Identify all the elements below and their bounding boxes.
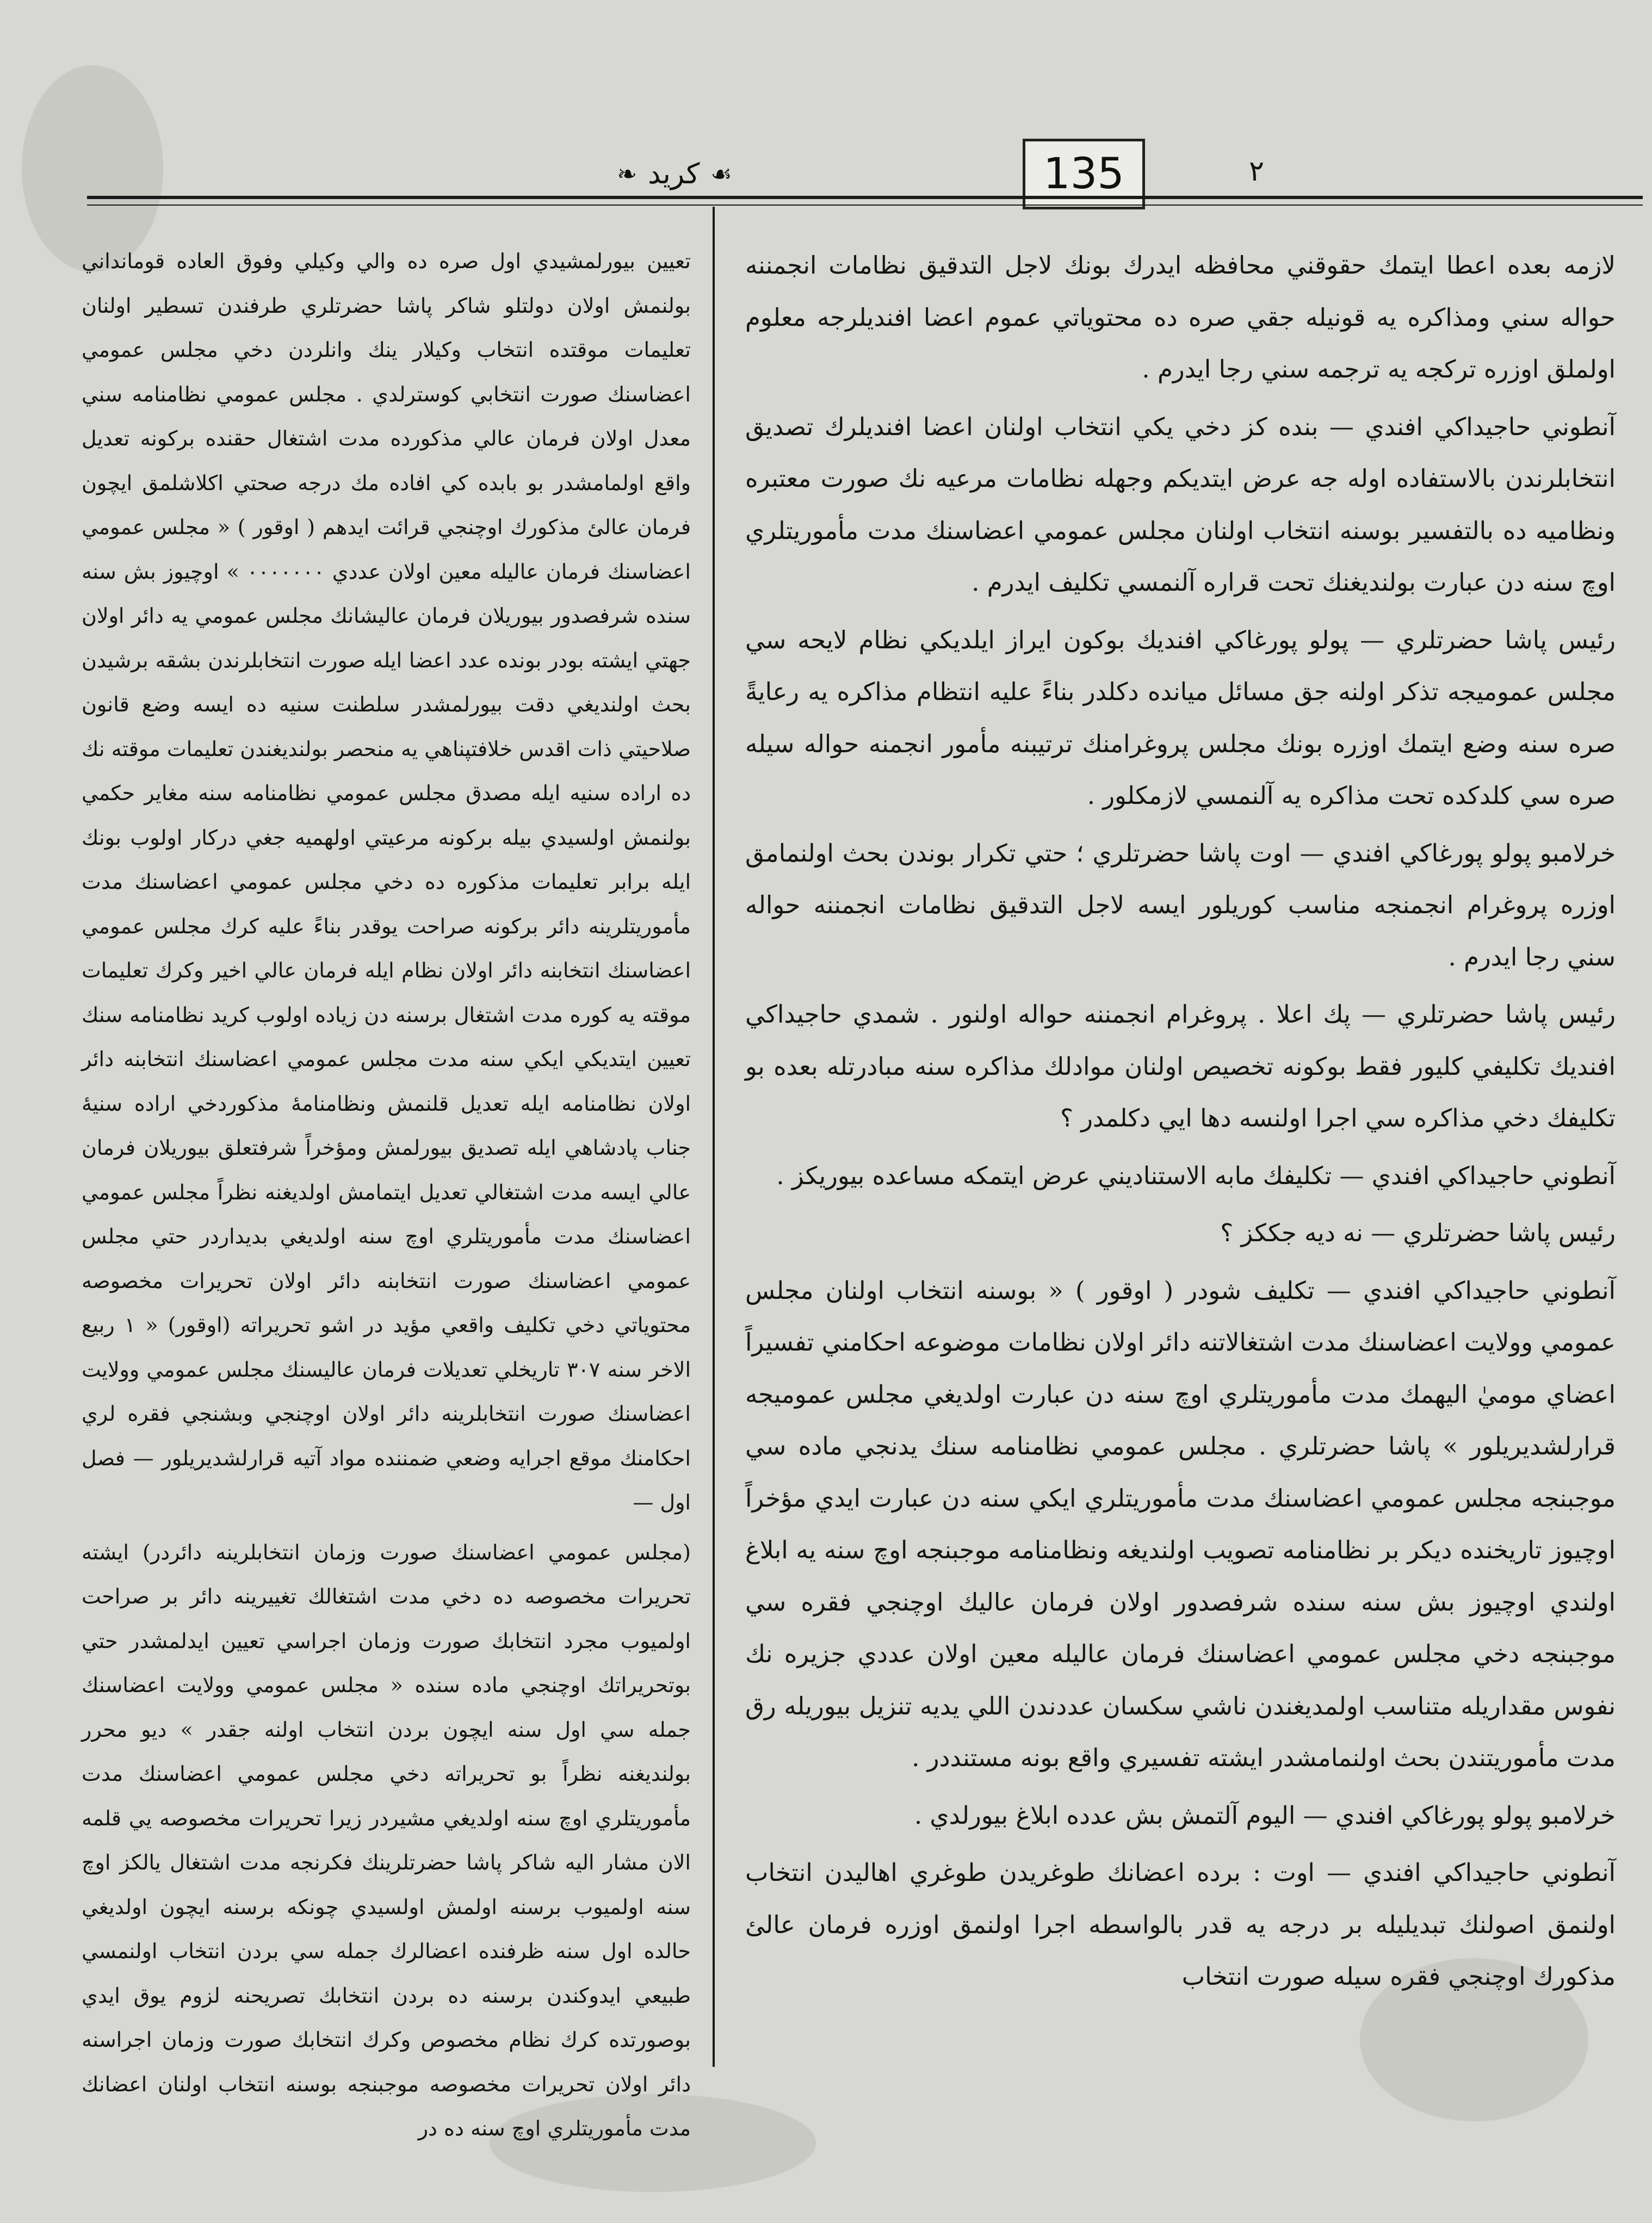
- paragraph: آنطوني حاجيداكي افندي — تكليفك مابه الاستناديني عرض ايتمكه مساعده بيوريكز .: [776, 1161, 1616, 1190]
- paragraph: آنطوني حاجيداكي افندي — تكليف شودر ( اوقور ) « بوسنه انتخاب اولنان مجلس عمومي وولايت اعضاسنك مدت اشتغالاتنه دائر اولان نظامات موضوعه احكامني تفسيراً اعضاي موميٰ اليهمك مدت مأموريتلري اوچ سنه دن عبارت اولديغي مجلس عموميجه قرارلشديريلور » پاشا حضرتلري . مجلس عمومي نظامنامه سنك يدنجي ماده سي موجبنجه مجلس عمومي اعضاسنك مدت مأموريتلري ايكي سنه دن عبارت ايدي مؤخراً اوچيوز تاريخنده ديكر بر نظامنامه تصويب اولنديغه ونظامنامه موجبنجه اوچ سنه يه ابلاغ اولندي اوچيوز بش سنه سنده شرفصدور اولان فرمان عاليك اوچنجي فقره سي موجبنجه دخي مجلس عمومي اعضاسنك فرمان عاليله معين اولان عددي جزيره نك نفوس مقداريله متناسب اولمديغندن ناشي سكسان عددندن اللي يديه تنزيل بيوريله رق مدت مأموريتندن بحث اولنمامشدر ايشته تفسيري واقع بونه مستنددر .: [745, 1275, 1616, 1772]
- paragraph: تعيين بيورلمشيدي اول صره ده والي وكيلي وفوق العاده قومانداني بولنمش اولان دولتلو شاكر پاشا حضرتلري طرفندن تسطير اولنان تعليمات موقتده انتخاب وكيلار ينك وانلردن دخي مجلس عمومي اعضاسنك صورت انتخابي كوسترلدي . مجلس عمومي نظامنامه سني معدل اولان فرمان عالي مذكورده مدت اشتغال حقنده بركونه تعديل واقع اولمامشدر بو بابده كي افاده مك درجه صحتي اكلاشلمق ايچون فرمان عالئ مذكورك اوچنجي قرائت ايدهم ( اوقور ) « مجلس عمومي اعضاسنك فرمان عاليله معين اولان عددي ٠٠٠٠٠٠٠ » اوچيوز بش سنه سنده شرفصدور بيوريلان فرمان عاليشانك مجلس عمومي يه دائر اولان جهتي ايشته بودر بونده عدد اعضا ايله صورت انتخابلرندن بشقه برشيدن بحث اولنديغي دقت بيورلمشدر سلطنت سنيه ده ايسه وضع قانون صلاحيتي ذات اقدس خلافتپناهي يه منحصر بولنديغندن تعليمات موقته نك ده اراده سنيه ايله مصدق مجلس عمومي نظامنامه سنه مغاير حكمي بولنمش اولسيدي بيله بركونه مرعيتي اولهميه جغي دركار اولوب بونك ايله برابر تعليمات مذكوره ده دخي مجلس عمومي اعضاسنك مدت مأموريتلرينه دائر بركونه صراحت يوقدر بناءً عليه كرك مجلس عمومي اعضاسنك انتخابنه دائر اولان نظام ايله فرمان عالي اخير وكرك تعليمات موقته يه كوره مدت اشتغال برسنه دن زياده اولوب كريد نظامنامه سنك تعيين ايتديكي ايكي سنه مدت مجلس عمومي اعضاسنك انتخابنه دائر اولان نظامنامه ايله تعديل قلنمش ونظامنامهٔ مذكوردخي اراده سنيهٔ جناب پادشاهي ايله تصديق بيورلمش ومؤخراً شرفتعلق بيوريلان فرمان عالي ايسه مدت اشتغالي تعديل ايتمامش اولديغنه نظراً مجلس عمومي اعضاسنك مدت مأموريتلري اوچ سنه اولديغي بديداردر حتي مجلس عمومي اعضاسنك صورت انتخابنه دائر اولان تحريرات مخصوصه محتوياتي دخي تكليف واقعي مؤيد در اشو تحريراته (اوقور) « ١ ربيع الاخر سنه ٣٠٧ تاريخلي تعديلات فرمان عاليسنك مجلس عمومي وولايت اعضاسنك صورت انتخابلرينه دائر اولان اوچنجي وبشنجي فقره لري احكامنك موقع اجرايه وضعي ضمننده مواد آتيه قرارلشديريلور — فصل اول —: [82, 249, 691, 1514]
- paragraph: خرلامبو پولو پورغاكي افندي — اليوم آلتمش بش عدده ابلاغ بيورلدي .: [914, 1800, 1616, 1830]
- paragraph: آنطوني حاجيداكي افندي — بنده كز دخي يكي انتخاب اولنان اعضا افنديلرك تصديق انتخابلرندن بالاستفاده اوله جه عرض ايتديكم وجهله نظامات مرعيه نك صورت معتبره ونظاميه ده بالتفسير بوسنه انتخاب اولنان مجلس عمومي اعضاسنك مدت مأموريتلري اوچ سنه دن عبارت بولنديغنك تحت قراره آلنمسي تكليف ايدرم .: [745, 412, 1616, 597]
- column-divider: [713, 207, 715, 2067]
- header-rule-thin: [87, 205, 1643, 206]
- paragraph: لازمه بعده اعطا ايتمك حقوقني محافظه ايدرك بونك لاجل التدقيق نظامات انجمننه حواله سني ومذاكره يه قونيله جقي صره ده محتوياتي عموم اعضا افنديلرجه معلوم اولملق اوزره تركجه يه ترجمه سني رجا ايدرم .: [745, 251, 1616, 383]
- paragraph: رئيس پاشا حضرتلري — نه ديه جككز ؟: [1220, 1218, 1616, 1247]
- masthead: [577, 155, 772, 193]
- masthead-title: كريد: [648, 158, 700, 190]
- page-number: ٢: [1249, 155, 1264, 188]
- paragraph: آنطوني حاجيداكي افندي — اوت : برده اعضانك طوغريدن طوغري اهاليدن انتخاب اولنمق اصولنك تبديليله بر درجه يه قدر بالواسطه اجرا اولنمق اوزره فرمان عالئ مذكورك اوچنجي فقره سيله صورت انتخاب: [745, 1858, 1616, 1991]
- archive-number: 135: [1043, 150, 1124, 199]
- paragraph: رئيس پاشا حضرتلري — پك اعلا . پروغرام انجمننه حواله اولنور . شمدي حاجيداكي افنديك تكليفي كليور فقط بوكونه تخصيص اولنان موادلك مذاكره سنه مبادرتله بعده بو تكليفك دخي مذاكره سي اجرا اولنسه دها ايي دكلمدر ؟: [745, 1000, 1616, 1132]
- paragraph: خرلامبو پولو پورغاكي افندي — اوت پاشا حضرتلري ؛ حتي تكرار بوندن بحث اولنمامق اوزره پروغرام انجمنجه مناسب كوريلور ايسه لاجل التدقيق نظامات انجمننه حواله سني رجا ايدرم .: [745, 838, 1616, 971]
- ornament-icon: ☙: [710, 160, 732, 188]
- paragraph: (مجلس عمومي اعضاسنك صورت وزمان انتخابلرينه دائردر) ايشته تحريرات مخصوصه ده دخي مدت اشتغالك تغييرينه دائر بر صراحت اولميوب مجرد انتخابك صورت وزمان اجراسي تعيين ايدلمشدر حتي بوتحريراتك اوچنجي ماده سنده « مجلس عمومي وولايت اعضاسنك جمله سي اول سنه ايچون بردن انتخاب اولنه جقدر » ديو محرر بولنديغنه نظراً بو تحريراته دخي مجلس عمومي اعضاسنك مدت مأموريتلري اوچ سنه اولديغي مشيردر زيرا تحريرات مخصوصه يي قلمه الان مشار اليه شاكر پاشا حضرتلرينك فكرنجه مدت اشتغال يالكز اوچ سنه اولميوب برسنه اولمش اولسيدي چونكه برسنه ايچون اولديغي حالده اول سنه ظرفنده اعضالرك جمله سي بردن انتخاب اولنمسي طبيعي ايدوكندن برسنه ده بردن انتخابك تصريحنه لزوم يوق ايدي بوصورتده كرك نظام مخصوص وكرك انتخابك صورت وزمان اجراسنه دائر اولان تحريرات مخصوصه موجبنجه بوسنه انتخاب اولنان اعضانك مدت مأموريتلري اوچ سنه ده در: [82, 1540, 691, 2140]
- left-column: [82, 239, 691, 2157]
- paragraph: رئيس پاشا حضرتلري — پولو پورغاكي افنديك بوكون ايراز ايلديكي نظام لايحه سي مجلس عموميجه تذكر اولنه جق مسائل ميانده دكلدر بناءً عليه انتظام مذاكره يه رعايةً صره سنه وضع ايتمك اوزره بونك مجلس پروغرامنك ترتيبنه مأمور انجمنه حواله سيله صره سي كلدكده تحت مذاكره يه آلنمسي لازمكلور .: [745, 625, 1616, 810]
- header-rule: [87, 196, 1643, 199]
- right-column: [745, 239, 1616, 2008]
- ornament-icon: ❧: [617, 160, 638, 188]
